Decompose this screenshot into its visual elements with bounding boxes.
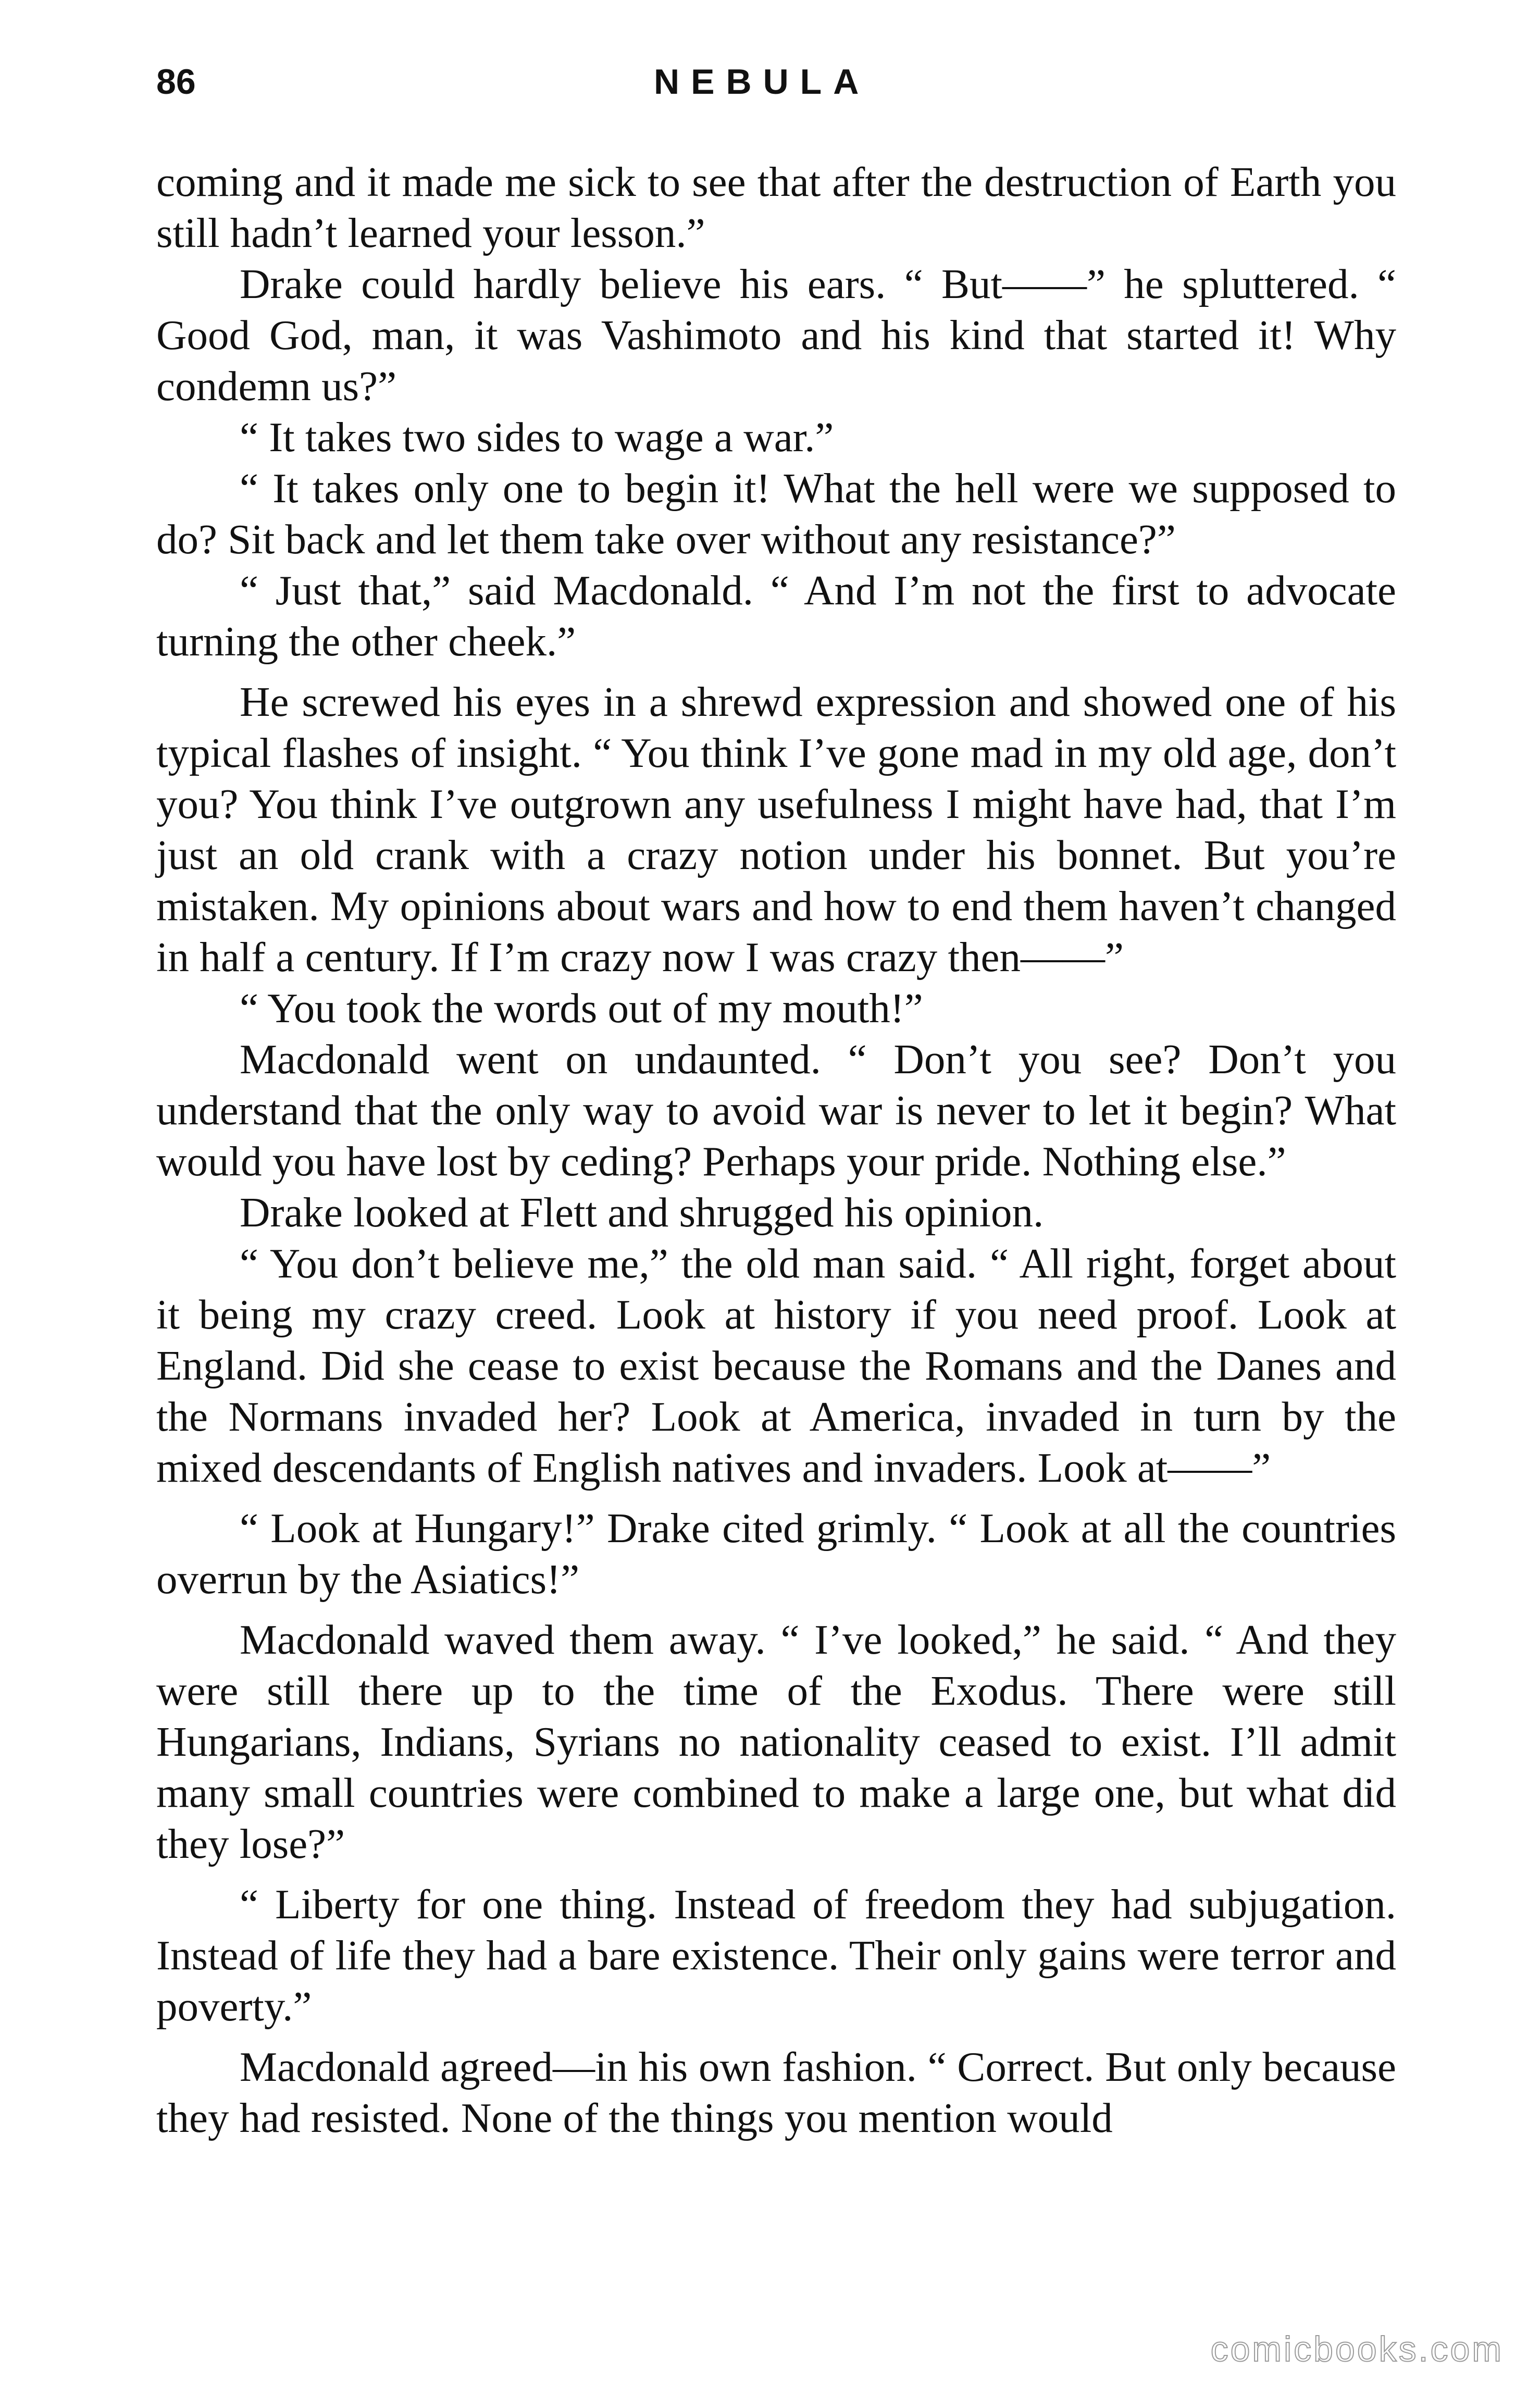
paragraph: “ Liberty for one thing. Instead of freedom they had subjugation. Instead of life they had a bare existence. Their only gains were terror and poverty.” [156,1881,1396,2030]
running-title: NEBULA [654,62,871,102]
paragraph: Drake looked at Flett and shrugged his opinion. [240,1189,1044,1236]
paragraph: “ Just that,” said Macdonald. “ And I’m not the first to advocate turning the other cheek.” [156,567,1396,665]
paragraph: Drake could hardly believe his ears. “ But——” he spluttered. “ Good God, man, it was Vashimoto and his kind that started it! Why condemn us?” [156,260,1396,410]
paragraph: “ It takes only one to begin it! What the hell were we supposed to do? Sit back and let them take over without any resistance?” [156,465,1396,563]
paragraph: “ Look at Hungary!” Drake cited grimly. “ Look at all the countries overrun by the Asiatics!” [156,1505,1396,1603]
page-header [156,61,1407,119]
paragraph: Macdonald went on undaunted. “ Don’t you see? Don’t you understand that the only way to avoid war is never to let it begin? What would you have lost by ceding? Perhaps your pride. Nothing else.” [156,1036,1396,1185]
paragraph: “ You took the words out of my mouth!” [240,985,923,1032]
paragraph: “ You don’t believe me,” the old man said. “ All right, forget about it being my crazy creed. Look at history if you need proof. Look at England. Did she cease to exist because the Romans and the Danes and the Normans invaded her? Look at America, invaded in turn by the mixed descendants of English natives and invaders. Look at——” [156,1240,1396,1491]
paragraph: coming and it made me sick to see that after the destruction of Earth you still hadn’t learned your lesson.” [156,158,1396,256]
page-number: 86 [156,62,196,102]
paragraph: He screwed his eyes in a shrewd expression and showed one of his typical flashes of insight. “ You think I’ve gone mad in my old age, don’t you? You think I’ve outgrown any usefulness I might have had, that I’m just an old crank with a crazy notion under his bonnet. But you’re mistaken. My opinions about wars and how to end them haven’t changed in half a century. If I’m crazy now I was crazy then——” [156,678,1396,981]
paragraph: Macdonald waved them away. “ I’ve looked,” he said. “ And they were still there up to the time of the Exodus. There were still Hungarians, Indians, Syrians no nationality ceased to exist. I’ll admit many small countries were combined to make a large one, but what did they lose?” [156,1616,1396,1867]
story-text [156,156,1396,2143]
paragraph: “ It takes two sides to wage a war.” [240,414,834,461]
paragraph: Macdonald agreed—in his own fashion. “ Correct. But only because they had resisted. None of the things you mention would [156,2043,1396,2141]
watermark: comicbooks.com [1210,2329,1504,2369]
